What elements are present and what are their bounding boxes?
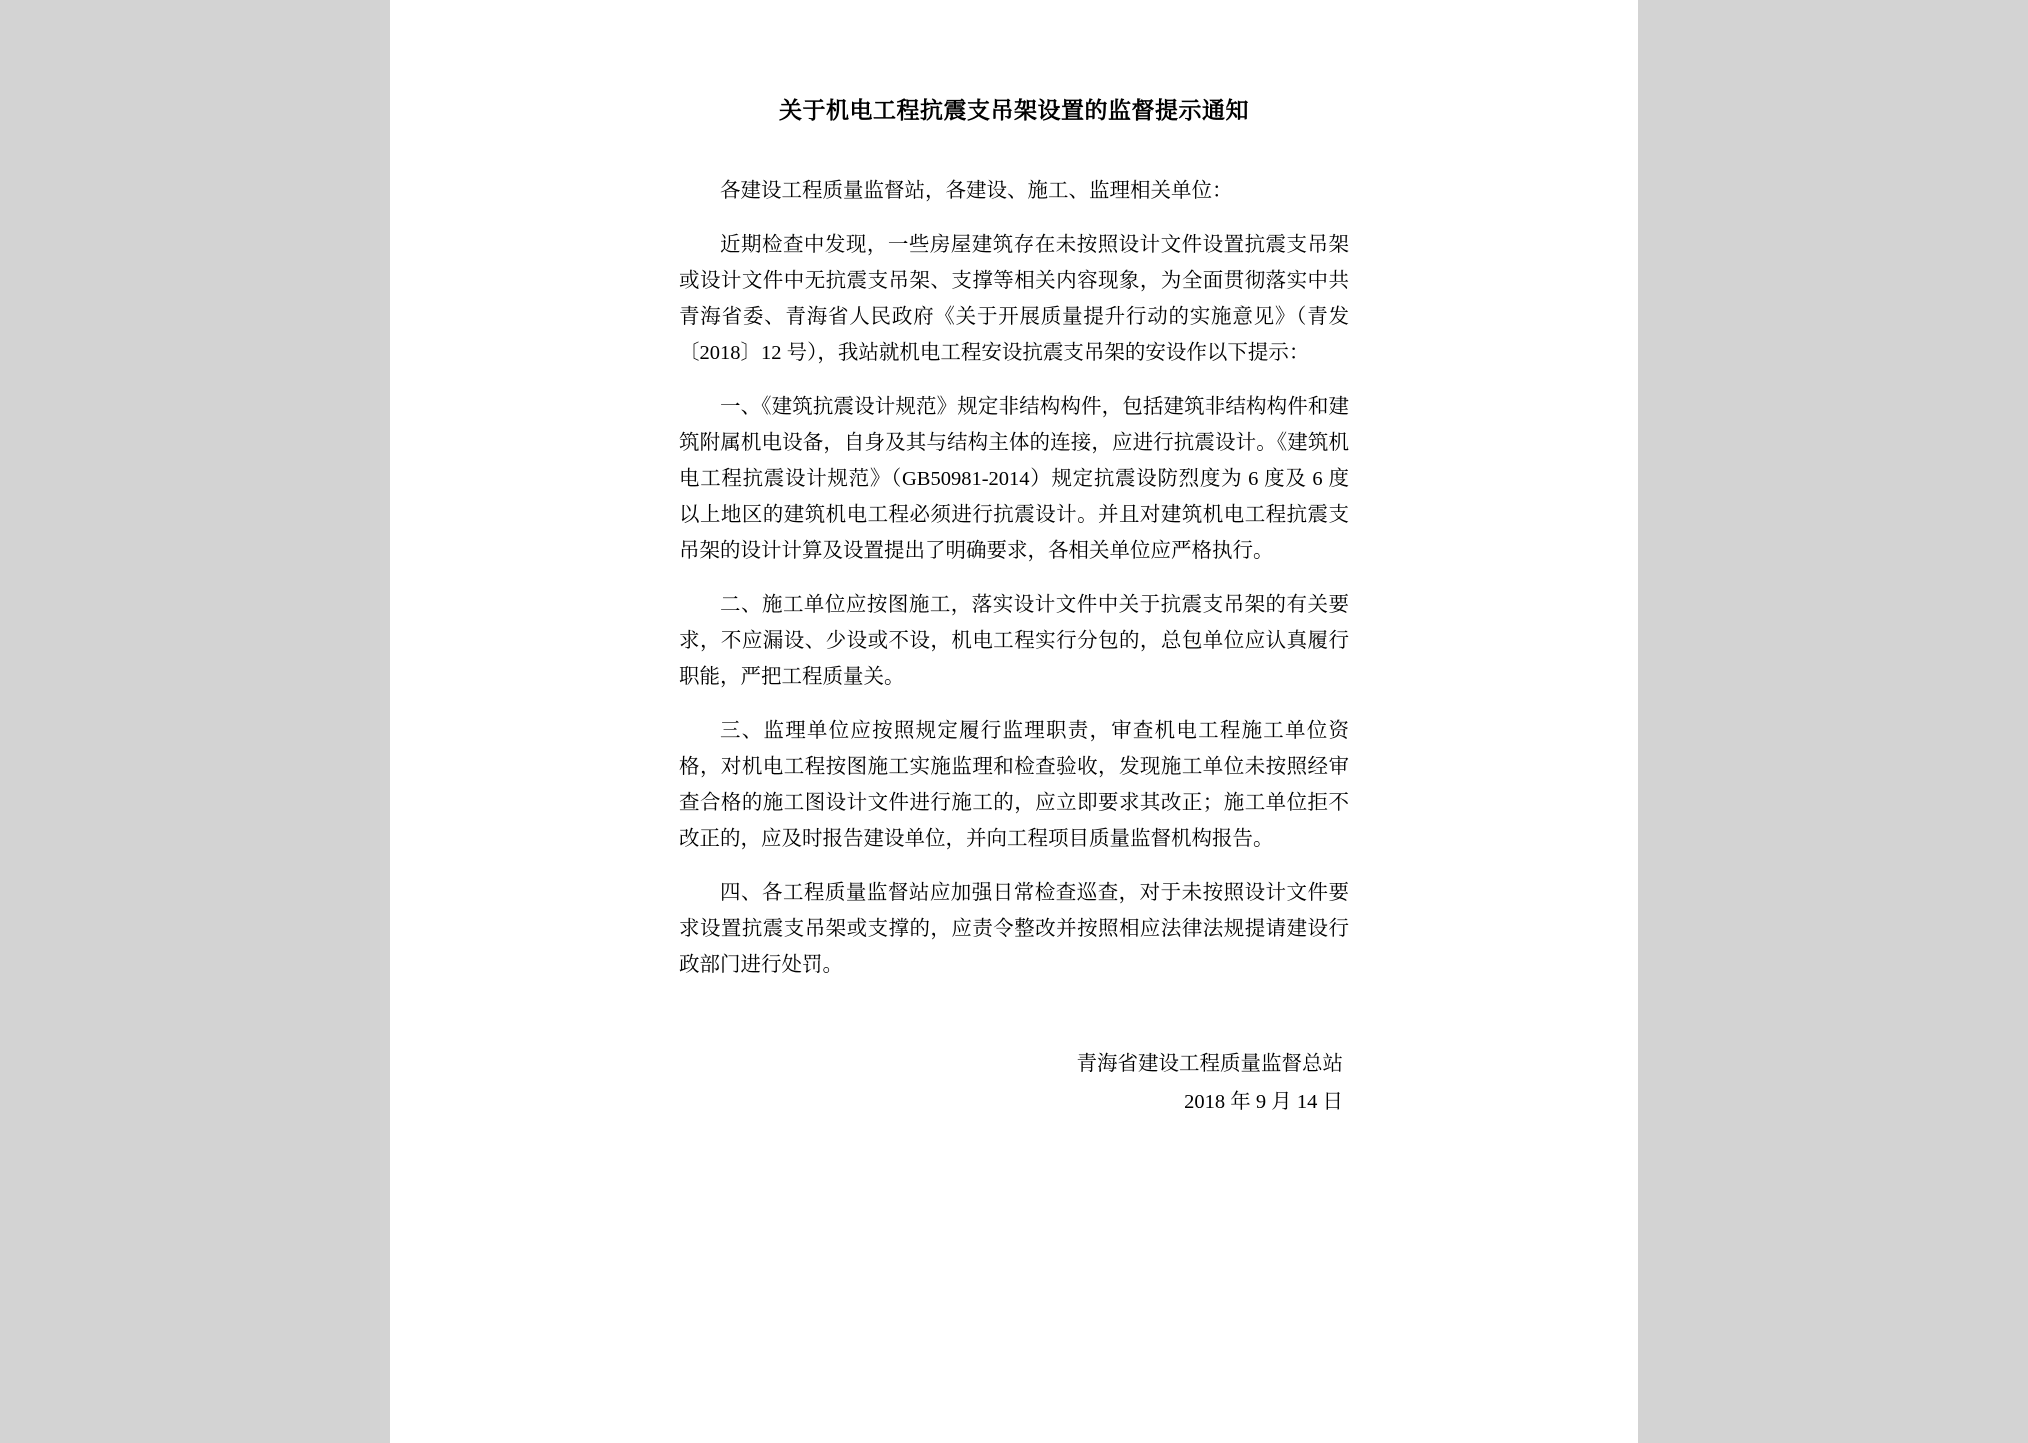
page-title: 关于机电工程抗震支吊架设置的监督提示通知 xyxy=(779,97,1249,123)
document-content xyxy=(679,173,1349,1121)
paragraph-item-4: 四、各工程质量监督站应加强日常检查巡查，对于未按照设计文件要求设置抗震支吊架或支撑的，应责令整改并按照相应法律法规提请建设行政部门进行处罚。 xyxy=(679,882,1349,976)
document-page xyxy=(390,0,1638,1443)
paragraph-item-2: 二、施工单位应按图施工，落实设计文件中关于抗震支吊架的有关要求，不应漏设、少设或不设，机电工程实行分包的，总包单位应认真履行职能，严把工程质量关。 xyxy=(679,594,1349,688)
signature-organization: 青海省建设工程质量监督总站 xyxy=(1076,1053,1343,1075)
document-body xyxy=(390,0,1638,1121)
signature-block xyxy=(679,1045,1349,1121)
signature-date: 2018 年 9 月 14 日 xyxy=(1184,1091,1343,1113)
paragraph-item-3: 三、监理单位应按照规定履行监理职责，审查机电工程施工单位资格，对机电工程按图施工实施监理和检查验收，发现施工单位未按照经审查合格的施工图设计文件进行施工的，应立即要求其改正；施工单位拒不改正的，应及时报告建设单位，并向工程项目质量监督机构报告。 xyxy=(679,720,1349,850)
paragraph-item-1: 一、《建筑抗震设计规范》规定非结构构件，包括建筑非结构构件和建筑附属机电设备，自身及其与结构主体的连接，应进行抗震设计。《建筑机电工程抗震设计规范》（GB50981-2014）规定抗震设防烈度为 6 度及 6 度以上地区的建筑机电工程必须进行抗震设计。并且对建筑机电工程抗震支吊架的设计计算及设置提出了明确要求，各相关单位应严格执行。 xyxy=(679,396,1349,562)
paragraph-intro: 近期检查中发现，一些房屋建筑存在未按照设计文件设置抗震支吊架或设计文件中无抗震支吊架、支撑等相关内容现象，为全面贯彻落实中共青海省委、青海省人民政府《关于开展质量提升行动的实施意见》（青发〔2018〕12 号），我站就机电工程安设抗震支吊架的安设作以下提示： xyxy=(679,234,1349,364)
salutation: 各建设工程质量监督站，各建设、施工、监理相关单位： xyxy=(720,180,1233,202)
